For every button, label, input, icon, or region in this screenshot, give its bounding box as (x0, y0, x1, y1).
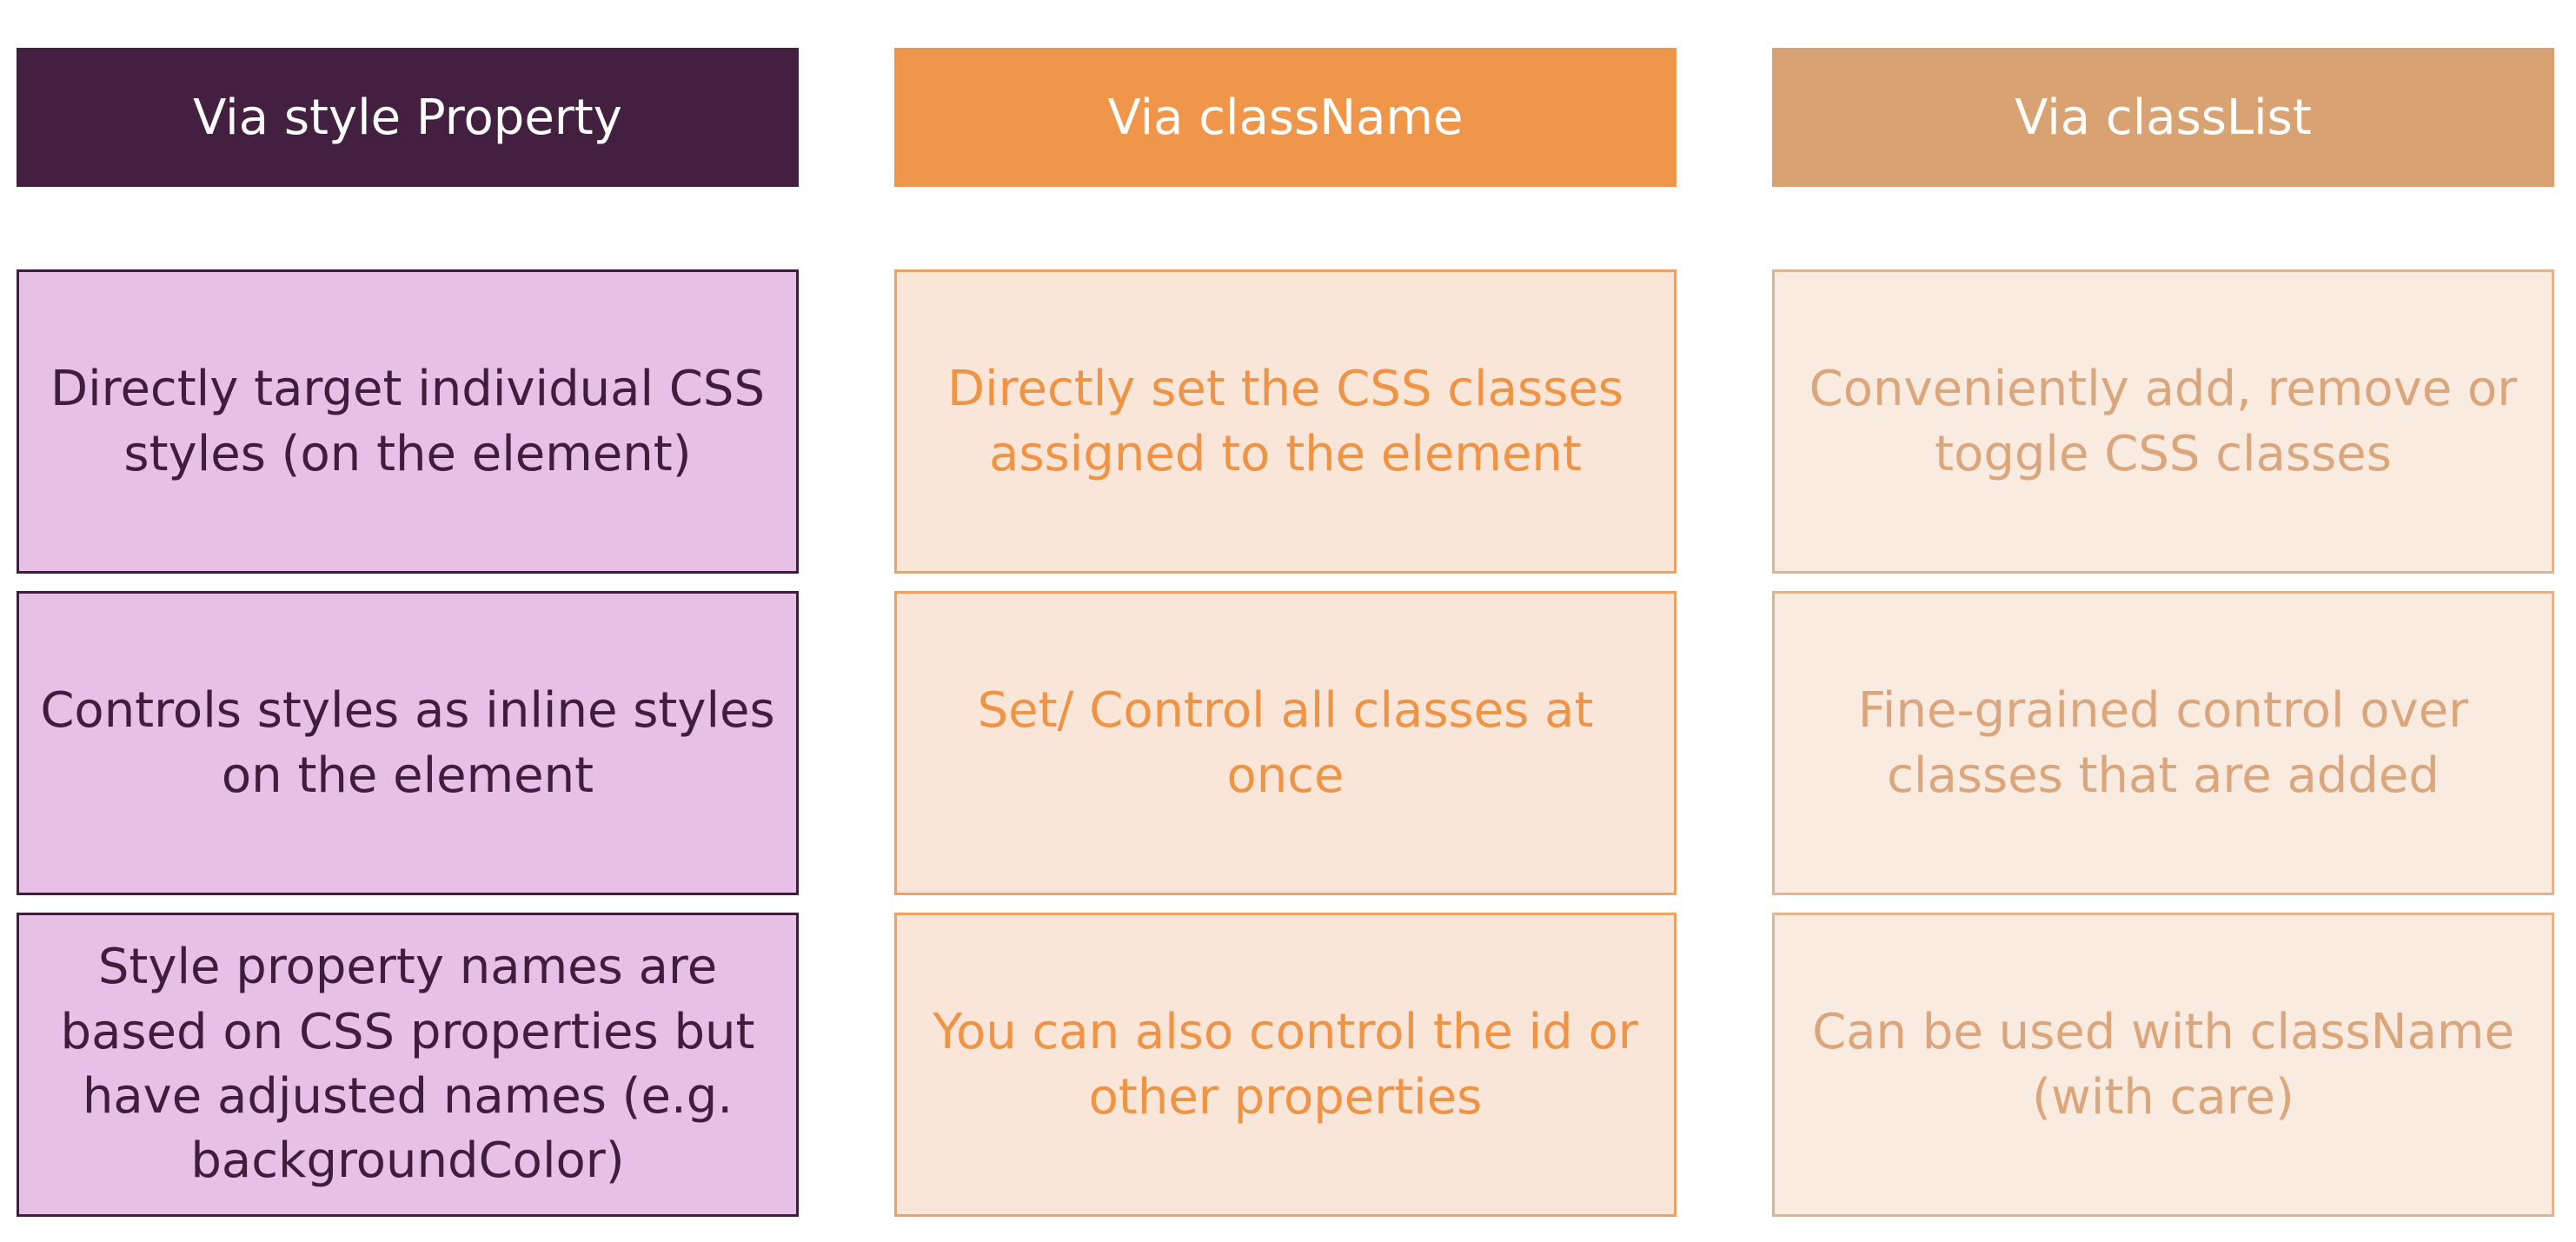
header-classname (894, 48, 1676, 187)
header-style-property (17, 48, 799, 187)
classlist-cell-2-text: Fine-grained control over classes that are added (1857, 681, 2469, 804)
classlist-cell-1 (1772, 269, 2554, 574)
classname-cell-2 (894, 591, 1676, 895)
style-cell-2 (17, 591, 799, 895)
classname-cell-1 (894, 269, 1676, 574)
style-cell-3 (17, 913, 799, 1217)
style-cell-2-text: Controls styles as inline styles on the element (40, 681, 775, 804)
classname-cell-2-text: Set/ Control all classes at once (977, 681, 1594, 804)
classlist-cell-3 (1772, 913, 2554, 1217)
header-classlist-label: Via classList (2015, 89, 2312, 146)
classname-cell-3 (894, 913, 1676, 1217)
classname-cell-3-text: You can also control the id or other properties (933, 1003, 1638, 1126)
classlist-cell-1-text: Conveniently add, remove or toggle CSS classes (1809, 360, 2518, 482)
style-cell-3-text: Style property names are based on CSS properties but have adjusted names (e.g. backgroundColor) (60, 939, 755, 1190)
style-cell-1-text: Directly target individual CSS styles (on the element) (50, 360, 765, 482)
classlist-cell-2 (1772, 591, 2554, 895)
style-cell-1 (17, 269, 799, 574)
header-classlist (1772, 48, 2554, 187)
classlist-cell-3-text: Can be used with className (with care) (1812, 1003, 2514, 1126)
classname-cell-1-text: Directly set the CSS classes assigned to the element (947, 360, 1623, 482)
header-classname-label: Via className (1107, 89, 1464, 146)
header-style-property-label: Via style Property (193, 89, 622, 146)
